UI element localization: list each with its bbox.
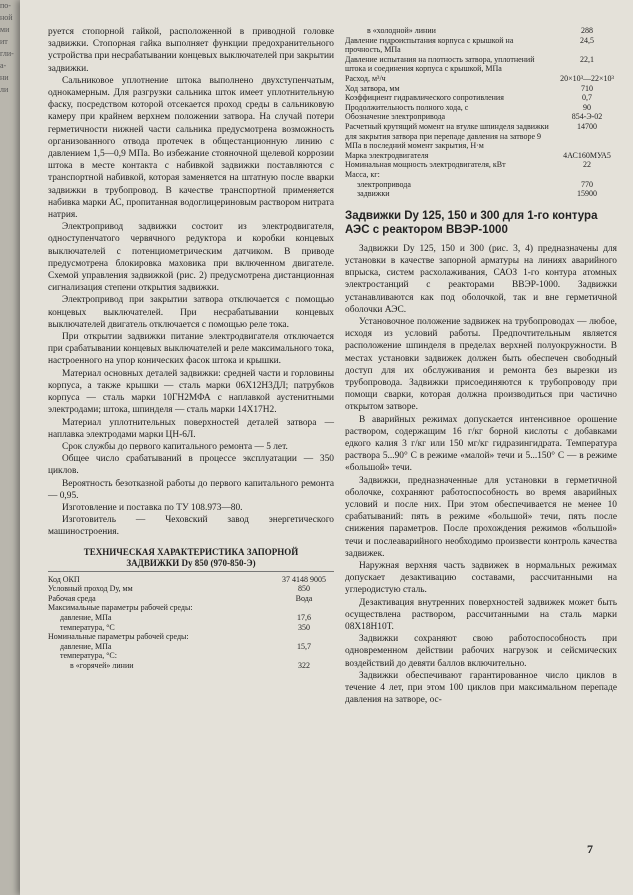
- margin-fragment: гли-: [0, 49, 14, 58]
- margin-fragment: ной: [0, 13, 13, 22]
- paragraph: Изготовитель — Чеховский завод энергетического машиностроения.: [48, 515, 334, 538]
- spec-row: [48, 584, 334, 594]
- paragraph: Задвижки, предназначенные для установки в герметичной оболочке, сохраняют работоспособность во время аварийных условий и после них. При этом обеспечивается не менее 10 срабатываний: пять в режиме «большой» течи, пять после снижения параметров. После прохождения режимов «большой» течи и послеаварийного необходимо произвести контроль качества задвижек.: [345, 475, 617, 559]
- spec-value: 350: [298, 622, 310, 632]
- spec-label: Масса, кг:: [345, 169, 380, 179]
- left-text-body: [48, 26, 334, 539]
- spec-row: [345, 93, 617, 103]
- spec-label: Расчетный крутящий момент на втулке шпинделя задвижки для закрытия затвора при перепаде давления на затворе 9 МПа в последний момент закрытия, Н·м: [345, 121, 549, 151]
- spec-table-right: [345, 26, 617, 199]
- section-heading: Задвижки Dу 125, 150 и 300 для 1-го контура АЭС с реактором ВВЭР-1000: [345, 209, 598, 236]
- spec-label: электропривода: [357, 179, 411, 189]
- paragraph: Изготовление и поставка по ТУ 108.973—80.: [62, 502, 243, 513]
- right-column: [345, 26, 617, 706]
- spec-value: Вода: [295, 593, 313, 603]
- spec-label: Продолжительность полного хода, с: [345, 102, 469, 112]
- paragraph: Общее число срабатываний в процессе эксплуатации — 350 циклов.: [48, 454, 334, 477]
- spec-row: [345, 189, 617, 199]
- spec-value: 0,7: [582, 93, 592, 103]
- spec-row: [48, 651, 334, 661]
- paragraph: Электропривод при закрытии затвора отключается с помощью концевых выключателей. При несрабатывании концевых выключателей двигатель отключается с помощью реле тока.: [48, 295, 334, 330]
- spec-row: [345, 160, 617, 170]
- spec-value: 37 4148 9005: [282, 574, 326, 584]
- paragraph: Материал уплотнительных поверхностей деталей затвора — наплавка электродами марки ЦН-6Л.: [48, 417, 334, 440]
- spec-value: 15,7: [297, 641, 311, 651]
- paragraph: Материал основных деталей задвижки: средней части и горловины корпуса, а также крышки — сталь марки 06Х12Н3ДЛ; патрубков корпуса — сталь марки 10ГН2МФА с наплавкой аустенитными электродами; штока, шпинделя — сталь марки 14Х17Н2.: [48, 368, 334, 416]
- spec-row: [345, 180, 617, 190]
- margin-fragment: по-: [0, 1, 11, 10]
- spec-label: в «холодной» линии: [367, 26, 436, 35]
- spec-row: [345, 112, 617, 122]
- spec-value: 24,5: [580, 35, 594, 45]
- spec-row: [48, 575, 334, 585]
- spec-value: [274, 632, 334, 642]
- margin-fragment: а-: [0, 61, 7, 70]
- spec-label: Условный проход Dу, мм: [48, 584, 133, 594]
- spec-value: 90: [583, 102, 591, 112]
- spec-row: [345, 26, 617, 36]
- spec-value: 15900: [577, 189, 597, 199]
- spec-value: 710: [581, 83, 593, 93]
- spec-label: Марка электродвигателя: [345, 150, 429, 160]
- spec-label: Номинальная мощность электродвигателя, кВт: [345, 160, 506, 170]
- spec-row: [345, 103, 617, 113]
- spec-row: [345, 170, 617, 180]
- spec-value: 20×10³—22×10³: [560, 73, 614, 83]
- paragraph: Сальниковое уплотнение штока выполнено двухступенчатым, однокамерным. Для разгрузки сальника шток имеет уплотнительную фаску, посредством которой отсекается проход среды в сальниковую камеру при крайнем верхнем положении затвора. На случай потери герметичности нижней части сальника предусмотрена возможность организованного отвода протечек в общестанционную линию с давлением 1,5—0,9 МПа. Во избежание стояночной щелевой коррозии штока в месте контакта с набивкой задвижки поставляются с транспортной набивкой, которая заменяется на штатную после вварки задвижки в трубопровод. В качестве транспортной применяется набивка марки АС, пропитанная водоглицериновым раствором нитрата натрия.: [48, 75, 334, 221]
- spec-label: задвижки: [357, 189, 390, 199]
- page-number: 7: [587, 842, 593, 856]
- spec-label: Рабочая среда: [48, 593, 96, 603]
- spec-rule: [48, 571, 334, 572]
- spec-label: Код ОКП: [48, 574, 80, 584]
- left-column: [48, 26, 334, 670]
- spec-table-left: [48, 547, 334, 671]
- paragraph: Вероятность безотказной работы до первого капитального ремонта — 0,95.: [48, 478, 334, 501]
- spec-row: [48, 632, 334, 642]
- spec-label: давление, МПа: [60, 612, 112, 622]
- spec-row: [48, 603, 334, 613]
- spec-value: [274, 651, 334, 661]
- spec-label: Максимальные параметры рабочей среды:: [48, 603, 193, 613]
- spec-label: Номинальные параметры рабочей среды:: [48, 632, 189, 642]
- paragraph: Срок службы до первого капитального ремонта — 5 лет.: [62, 441, 288, 452]
- spec-label: Давление испытания на плотность затвора, уплотнений штока и соединения корпуса с крышкой, МПа: [345, 54, 535, 74]
- paragraph: Наружная верхняя часть задвижек в нормальных режимах допускает дезактивацию составами, рассчитанными на углеродистую сталь.: [345, 560, 617, 596]
- spec-row: [48, 642, 334, 652]
- spec-label: Расход, м³/ч: [345, 73, 386, 83]
- spec-label: Коэффициент гидравлического сопротивления: [345, 93, 504, 103]
- spec-label: Давление гидроиспытания корпуса с крышкой на прочность, МПа: [345, 35, 514, 55]
- spec-label: температура, °С: [60, 622, 115, 632]
- paragraph: руется стопорной гайкой, расположенной в приводной головке задвижки. Стопорная гайка выполняет функции предохранительного устройства при несрабатывании концевых выключателей при закрытии задвижки.: [48, 27, 334, 74]
- spec-value: 770: [581, 179, 593, 189]
- spec-row: [345, 36, 617, 55]
- spec-value: 22: [583, 160, 591, 170]
- paragraph: Дезактивация внутренних поверхностей задвижек может быть осуществлена раствором, рассчитанными на сталь марки 08Х18Н10Т.: [345, 597, 617, 632]
- spec-value: 22,1: [580, 54, 594, 64]
- paragraph: Задвижки Dу 125, 150 и 300 (рис. 3, 4) предназначены для установки в качестве запорной арматуры на линиях аварийного впрыска, систем расхолаживания, САОЗ 1-го контура атомных электростанций с реакторами ВВЭР-1000. Задвижки устанавливаются как под оболочкой, так и вне герметичной оболочки АЭС.: [345, 243, 617, 315]
- spec-row: [345, 74, 617, 84]
- spec-value: 854-Э-02: [571, 112, 603, 122]
- paragraph: Задвижки сохраняют свою работоспособность при одновременном действии рабочих нагрузок и сейсмических воздействий до девяти баллов включительно.: [345, 634, 617, 669]
- right-text-body: [345, 243, 617, 707]
- previous-page-edge: [0, 0, 20, 895]
- margin-fragment: ни: [0, 73, 9, 82]
- spec-label: Обозначение электропривода: [345, 112, 446, 122]
- spec-row: [48, 661, 334, 671]
- spec-row: [345, 55, 617, 74]
- spec-row: [345, 122, 617, 151]
- spec-value: 4АС160МУА5: [563, 150, 611, 160]
- spec-row: [345, 151, 617, 161]
- document-page: [20, 0, 633, 895]
- paragraph: Установочное положение задвижек на трубопроводах — любое, исходя из условий работы. Предпочтительным является расположение шпинделя в пределах верхней полуокружности. В местах установки задвижек должен быть обеспечен свободный доступ для их обслуживания и ремонта без вырезки из трубопровода. Задвижки присоединяются к трубопроводу при помощи сварки, которая должна производиться при частично открытом затворе.: [345, 316, 617, 413]
- spec-label: температура, °С:: [60, 651, 117, 661]
- paragraph: Задвижки обеспечивают гарантированное число циклов в течение 4 лет, при этом 100 циклов при максимальном перепаде давления на затворе, ос-: [345, 670, 617, 706]
- paragraph: При открытии задвижки питание электродвигателя отключается при срабатывании концевых выключателей и реле максимального тока, настроенного на упор конических фасок штока и крышки.: [48, 332, 334, 367]
- margin-fragment: ит: [0, 37, 8, 46]
- paragraph: Электропривод задвижки состоит из электродвигателя, одноступенчатого червячного редуктора и коробки концевых выключателей с потенциометрическим датчиком. В приводе предусмотрена блокировка маховика при включенном двигателе. Схемой управления задвижкой (рис. 2) предусмотрена дистанционная сигнализация степени открытия задвижки.: [48, 222, 334, 294]
- spec-label: в «горячей» линии: [70, 660, 134, 670]
- spec-label: Ход затвора, мм: [345, 83, 400, 93]
- spec-value: 288: [581, 26, 593, 35]
- spec-value: 14700: [577, 121, 597, 131]
- spec-value: 322: [298, 660, 310, 670]
- spec-value: [557, 170, 617, 180]
- spec-value: 17,6: [297, 612, 311, 622]
- spec-row: [48, 613, 334, 623]
- spec-title-line1: ТЕХНИЧЕСКАЯ ХАРАКТЕРИСТИКА ЗАПОРНОЙ: [83, 546, 299, 557]
- spec-title-line2: ЗАДВИЖКИ Dу 850 (970-850-Э): [126, 557, 256, 568]
- spec-row: [48, 594, 334, 604]
- spec-row: [345, 84, 617, 94]
- paragraph: В аварийных режимах допускается интенсивное орошение раствором, содержащим 16 г/кг борной кислоты с добавками едкого калия 3 г/кг или 150 мг/кг гидразингидрата. Температура раствора 5...90° С в режиме «малой» течи и 5...150° С — в режиме «большой» течи.: [345, 414, 617, 474]
- spec-row: [48, 623, 334, 633]
- margin-fragment: ли: [0, 85, 9, 94]
- spec-value: [274, 603, 334, 613]
- margin-fragment: ми: [0, 25, 10, 34]
- spec-value: 850: [298, 584, 310, 594]
- spec-label: давление, МПа: [60, 641, 112, 651]
